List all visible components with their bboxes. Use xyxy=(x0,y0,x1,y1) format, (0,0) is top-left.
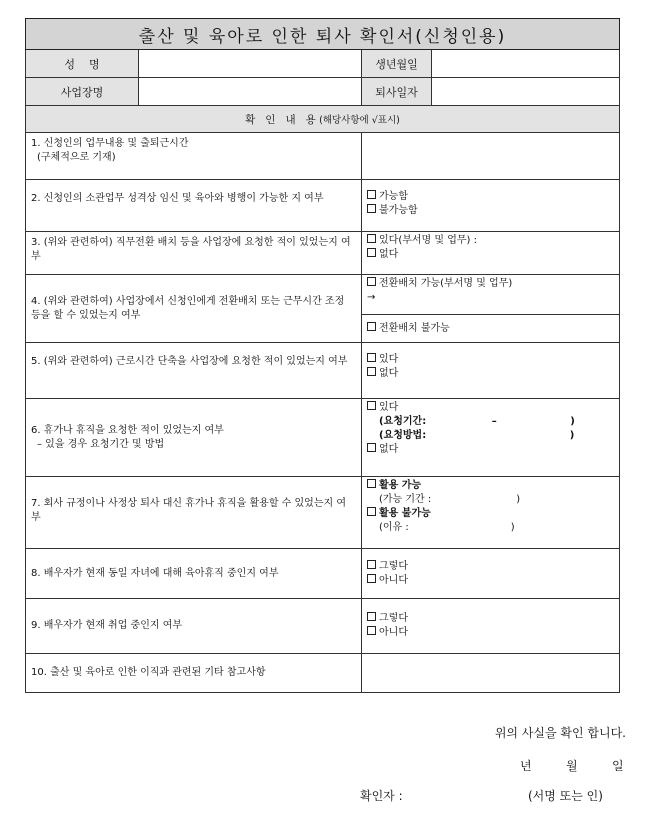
option-yes-department[interactable]: 있다(부서명 및 업무) : xyxy=(367,234,614,248)
option-transfer-possible[interactable]: 전환배치 가능(부서명 및 업무) xyxy=(367,277,614,291)
answer-1-field[interactable] xyxy=(362,133,620,180)
reason-line[interactable]: (이유 : ) xyxy=(379,522,515,533)
leave-date-field[interactable] xyxy=(432,78,620,106)
question-8: 8. 배우자가 현재 동일 자녀에 대해 육아휴직 중인지 여부 xyxy=(26,549,362,599)
option-no[interactable]: 없다 xyxy=(367,367,614,381)
checkbox-icon[interactable] xyxy=(367,190,376,199)
form-sheet xyxy=(25,18,619,693)
workplace-field[interactable] xyxy=(139,78,362,106)
checkbox-icon[interactable] xyxy=(367,507,376,516)
checkbox-icon[interactable] xyxy=(367,204,376,213)
confirm-statement: 위의 사실을 확인 합니다. xyxy=(494,726,626,740)
request-period-line[interactable]: (요청기간: – ) xyxy=(379,416,575,427)
answer-10-field[interactable] xyxy=(362,654,620,693)
question-6: 6. 휴가나 휴직을 요청한 적이 있었는지 여부 – 있을 경우 요청기간 및 방법 xyxy=(26,399,362,477)
question-4: 4. (위와 관련하여) 사업장에서 신청인에게 전환배치 또는 근무시간 조정 등을 할 수 있었는지 여부 xyxy=(26,275,362,343)
answer-4-transfer-impossible xyxy=(362,315,620,343)
answer-3-options xyxy=(362,232,620,275)
option-no[interactable]: 아니다 xyxy=(367,626,614,640)
signature-label[interactable]: (서명 또는 인) xyxy=(528,789,603,803)
option-yes[interactable]: 그렇다 xyxy=(367,612,614,626)
question-2: 2. 신청인의 소관업무 성격상 임신 및 육아와 병행이 가능한 지 여부 xyxy=(26,180,362,232)
request-method-line[interactable]: (요청방법: ) xyxy=(379,430,575,441)
form-title: 출산 및 육아로 인한 퇴사 확인서(신청인용) xyxy=(26,19,620,50)
checkbox-icon[interactable] xyxy=(367,401,376,410)
section-title: 확 인 내 용 xyxy=(245,113,316,126)
name-label: 성 명 xyxy=(26,50,139,78)
checkbox-icon[interactable] xyxy=(367,626,376,635)
name-field[interactable] xyxy=(139,50,362,78)
option-transfer-impossible[interactable]: 전환배치 불가능 xyxy=(367,322,614,336)
option-yes[interactable]: 있다 xyxy=(367,353,614,367)
option-no[interactable]: 없다 xyxy=(367,443,614,457)
checkbox-icon[interactable] xyxy=(367,367,376,376)
month-label: 월 xyxy=(566,759,578,773)
question-1: 1. 신청인의 업무내용 및 출퇴근시간 (구체적으로 기재) xyxy=(26,133,362,180)
answer-2-options xyxy=(362,180,620,232)
checkbox-icon[interactable] xyxy=(367,322,376,331)
question-5: 5. (위와 관련하여) 근로시간 단축을 사업장에 요청한 적이 있었는지 여부 xyxy=(26,343,362,399)
option-no[interactable]: 아니다 xyxy=(367,574,614,588)
checkbox-icon[interactable] xyxy=(367,248,376,257)
checkbox-icon[interactable] xyxy=(367,612,376,621)
answer-6-options xyxy=(362,399,620,477)
option-yes[interactable]: 있다 xyxy=(367,401,614,415)
question-7: 7. 회사 규정이나 사정상 퇴사 대신 휴가나 휴직을 활용할 수 있었는지 여부 xyxy=(26,477,362,549)
workplace-label: 사업장명 xyxy=(26,78,139,106)
checkbox-icon[interactable] xyxy=(367,443,376,452)
option-possible[interactable]: 가능함 xyxy=(367,190,614,204)
answer-7-options xyxy=(362,477,620,549)
answer-4-transfer-possible xyxy=(362,275,620,315)
checkbox-icon[interactable] xyxy=(367,234,376,243)
question-9: 9. 배우자가 현재 취업 중인지 여부 xyxy=(26,599,362,654)
option-usable[interactable]: 활용 가능 xyxy=(367,479,614,493)
birthdate-label: 생년월일 xyxy=(362,50,432,78)
leave-date-label: 퇴사일자 xyxy=(362,78,432,106)
section-header xyxy=(26,106,620,133)
answer-8-options xyxy=(362,549,620,599)
arrow-icon: → xyxy=(367,292,376,303)
option-unusable[interactable]: 활용 불가능 xyxy=(367,507,614,521)
section-note: (해당사항에 √표시) xyxy=(319,114,400,126)
option-no[interactable]: 없다 xyxy=(367,248,614,262)
checkbox-icon[interactable] xyxy=(367,560,376,569)
day-label: 일 xyxy=(612,759,624,773)
option-yes[interactable]: 그렇다 xyxy=(367,560,614,574)
birthdate-field[interactable] xyxy=(432,50,620,78)
answer-9-options xyxy=(362,599,620,654)
checkbox-icon[interactable] xyxy=(367,277,376,286)
option-impossible[interactable]: 불가능함 xyxy=(367,204,614,218)
usable-period-line[interactable]: (가능 기간 : ) xyxy=(379,494,521,505)
year-label: 년 xyxy=(520,759,532,773)
question-3: 3. (위와 관련하여) 직무전환 배치 등을 사업장에 요청한 적이 있었는지 여부 xyxy=(26,232,362,275)
checkbox-icon[interactable] xyxy=(367,574,376,583)
confirmer-label: 확인자 : xyxy=(360,789,403,803)
answer-5-options xyxy=(362,343,620,399)
checkbox-icon[interactable] xyxy=(367,353,376,362)
checkbox-icon[interactable] xyxy=(367,479,376,488)
question-10: 10. 출산 및 육아로 인한 이직과 관련된 기타 참고사항 xyxy=(26,654,362,693)
confirmation-form-table xyxy=(25,18,620,693)
